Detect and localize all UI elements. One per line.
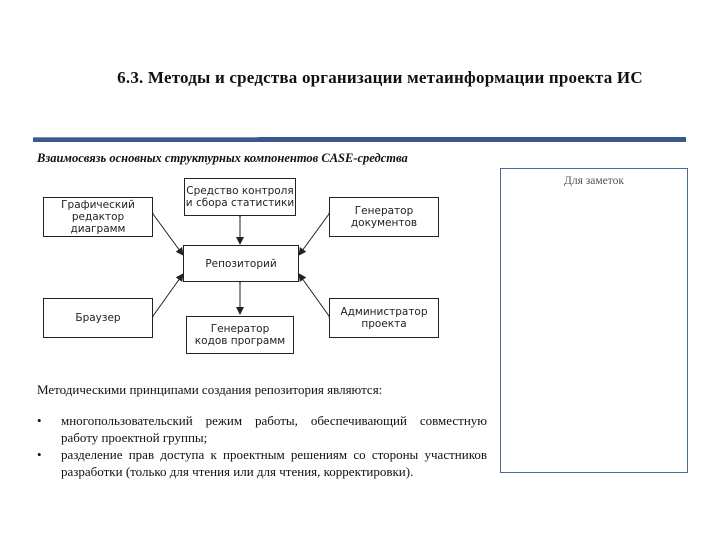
list-item-text: многопользовательский режим работы, обеспечивающий совместную работу проектной группы; (61, 413, 487, 445)
box-statistics-tool (184, 178, 296, 216)
bullet-icon: • (37, 413, 42, 428)
box-doc-generator-label: Генератор документов (350, 205, 418, 229)
list-item (37, 413, 487, 446)
box-graphic-editor (43, 197, 153, 237)
box-statistics-tool-label: Средство контроля и сбора статистики (185, 185, 295, 209)
diagram-caption: Взаимосвязь основных структурных компонентов CASE-средства (37, 151, 408, 165)
box-browser (43, 298, 153, 338)
connector-browser-repository (153, 274, 183, 316)
principles-intro: Методическими принципами создания репозитория являются: (37, 382, 383, 397)
box-repository (183, 245, 299, 282)
box-code-generator (186, 316, 294, 354)
list-item (37, 447, 487, 480)
notes-label: Для заметок (564, 175, 624, 187)
box-graphic-editor-label: Графический редактор диаграмм (61, 199, 135, 235)
box-doc-generator (329, 197, 439, 237)
box-code-generator-label: Генератор кодов программ (194, 323, 286, 347)
connector-admin-repository (299, 274, 329, 316)
list-item-text: разделение прав доступа к проектным решениям со стороны участников разработки (только для чтения или для чтения, корректировки). (61, 447, 487, 479)
box-repository-label: Репозиторий (205, 257, 277, 270)
connector-docgen-repository (299, 214, 329, 255)
box-project-admin (329, 298, 439, 338)
box-project-admin-label: Администратор проекта (340, 306, 428, 330)
box-browser-label: Браузер (75, 312, 121, 324)
bullet-icon: • (37, 447, 42, 462)
slide-title: 6.3. Методы и средства организации метаинформации проекта ИС (117, 68, 643, 87)
principles-list (37, 413, 487, 481)
connector-editor-repository (153, 214, 183, 255)
